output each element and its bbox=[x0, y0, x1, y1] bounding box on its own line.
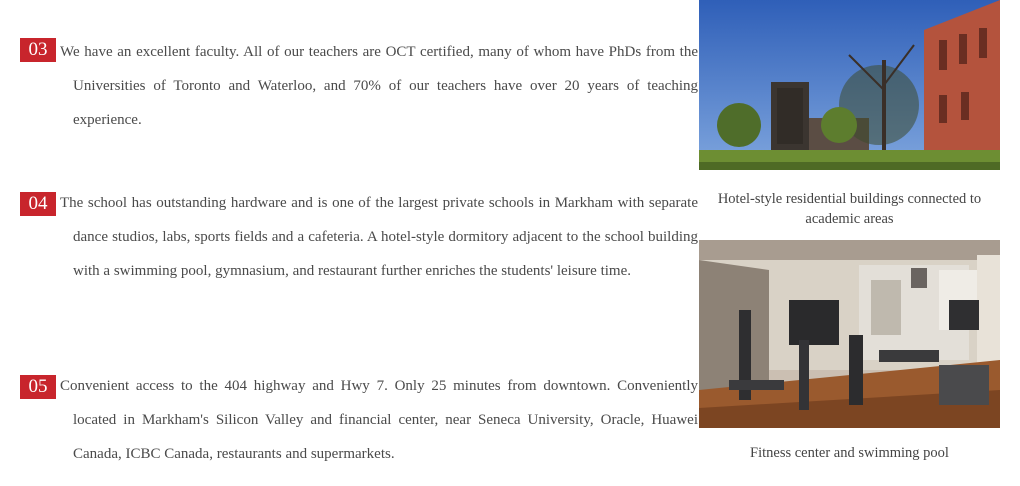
feature-item-03 bbox=[20, 35, 698, 137]
fitness-photo-caption: Fitness center and swimming pool bbox=[750, 445, 949, 461]
feature-item-05 bbox=[20, 369, 698, 471]
residential-buildings-photo bbox=[699, 0, 1000, 170]
feature-item-04 bbox=[20, 186, 698, 288]
item-description: We have an excellent faculty. All of our teachers are OCT certified, many of whom have PhDs from the Universities of Toronto and Waterloo, and 70% of our teachers have over 20 years of teaching experience. bbox=[60, 44, 698, 128]
item-description: Convenient access to the 404 highway and Hwy 7. Only 25 minutes from downtown. Conveniently located in Markham's Silicon Valley and financial center, near Seneca University, Oracle, Huawei Canada, ICBC Canada, restaurants and supermarkets. bbox=[60, 378, 698, 462]
item-number-badge: 03 bbox=[20, 38, 56, 62]
fitness-center-photo bbox=[699, 240, 1000, 428]
residential-photo-caption: Hotel-style residential buildings connected to academic areas bbox=[717, 191, 982, 227]
item-number-badge: 04 bbox=[20, 192, 56, 216]
item-description: The school has outstanding hardware and is one of the largest private schools in Markham with separate dance studios, labs, sports fields and a cafeteria. A hotel-style dormitory adjacent to the school building with a swimming pool, gymnasium, and restaurant further enriches the students' leisure time. bbox=[60, 195, 698, 279]
item-number-badge: 05 bbox=[20, 375, 56, 399]
